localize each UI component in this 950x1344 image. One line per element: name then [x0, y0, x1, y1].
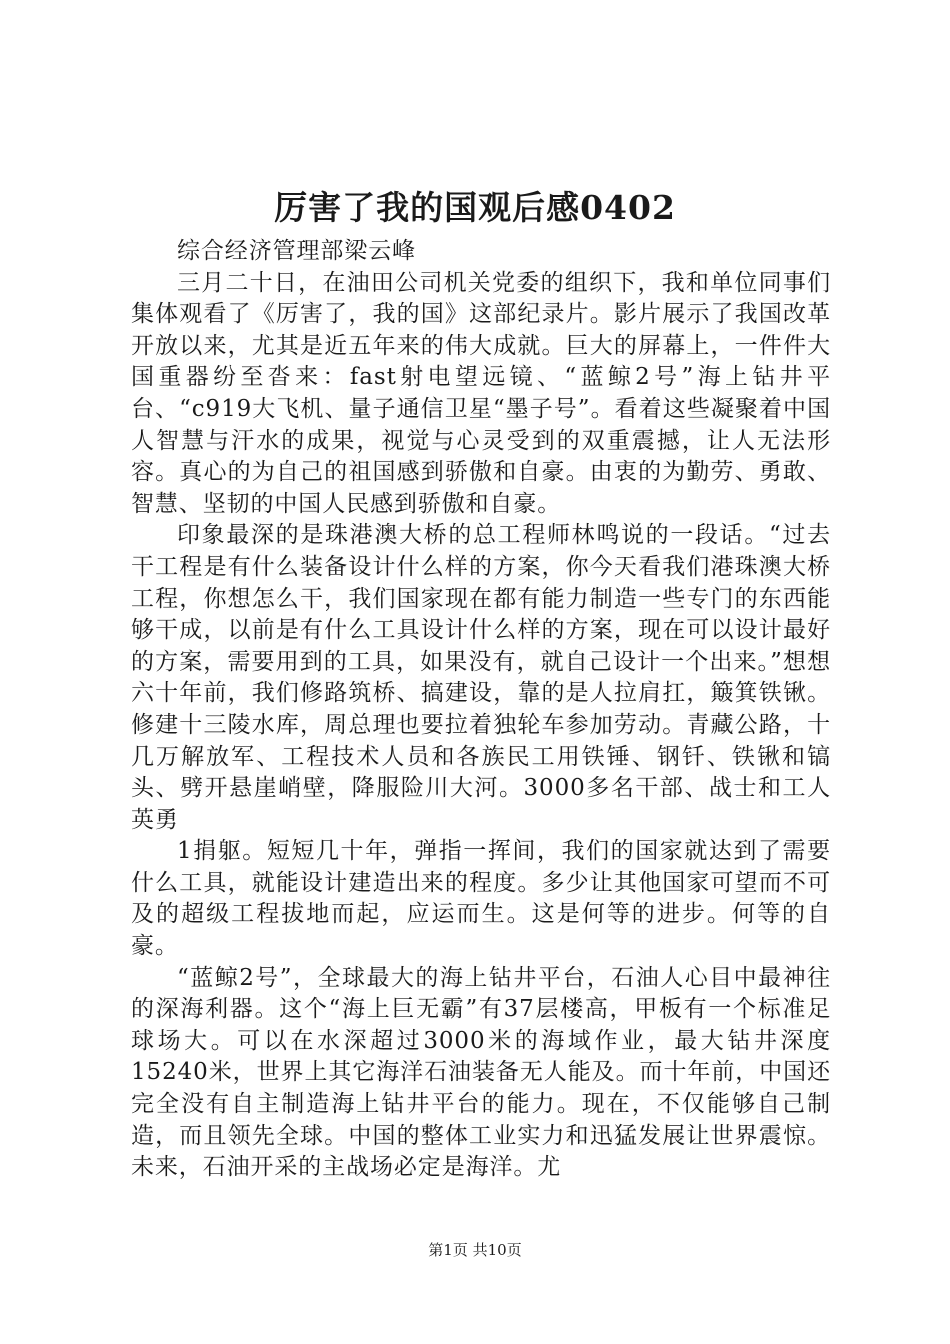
document-title: 厉害了我的国观后感0402 — [274, 188, 676, 227]
page-number-footer: 第1页 共10页 — [428, 1241, 522, 1259]
paragraph: “蓝鲸2号”，全球最大的海上钻井平台，石油人心目中最神往的深海利器。这个“海上巨无霸”有37层楼高，甲板有一个标准足球场大。可以在水深超过3000米的海域作业，最大钻井深度15240米，世界上其它海洋石油装备无人能及。而十年前，中国还完全没有自主制造海上钻井平台的能力。现在，不仅能够自己制造，而且领先全球。中国的整体工业实力和迅猛发展让世界震惊。未来，石油开采的主战场必定是海洋。尤 — [131, 964, 831, 1181]
paragraph: 三月二十日，在油田公司机关党委的组织下，我和单位同事们集体观看了《厉害了，我的国》这部纪录片。影片展示了我国改革开放以来，尤其是近五年来的伟大成就。巨大的屏幕上，一件件大国重器纷至沓来：fast射电望远镜、“蓝鲸2号”海上钻井平台、“c919大飞机、量子通信卫星“墨子号”。看着这些凝聚着中国人智慧与汗水的成果，视觉与心灵受到的双重震撼，让人无法形容。真心的为自己的祖国感到骄傲和自豪。由衷的为勤劳、勇敢、智慧、坚韧的中国人民感到骄傲和自豪。 — [131, 269, 831, 517]
paragraph: 1捐躯。短短几十年，弹指一挥间，我们的国家就达到了需要什么工具，就能设计建造出来的程度。多少让其他国家可望而不可及的超级工程拔地而起，应运而生。这是何等的进步。何等的自豪。 — [131, 838, 831, 960]
paragraph: 印象最深的是珠港澳大桥的总工程师林鸣说的一段话。“过去干工程是有什么装备设计什么样的方案，你今天看我们港珠澳大桥工程，你想怎么干，我们国家现在都有能力制造一些专门的东西能够干成，以前是有什么工具设计什么样的方案，现在可以设计最好的方案，需要用到的工具，如果没有，就自己设计一个出来。”想想六十年前，我们修路筑桥、搞建设，靠的是人拉肩扛，簸箕铁锹。修建十三陵水库，周总理也要拉着独轮车参加劳动。青藏公路，十几万解放军、工程技术人员和各族民工用铁锤、钢钎、铁锹和镐头、劈开悬崖峭壁，降服险川大河。3000多名干部、战士和工人英勇 — [131, 522, 831, 833]
document-body — [131, 236, 831, 1184]
author-line: 综合经济管理部梁云峰 — [177, 238, 416, 264]
